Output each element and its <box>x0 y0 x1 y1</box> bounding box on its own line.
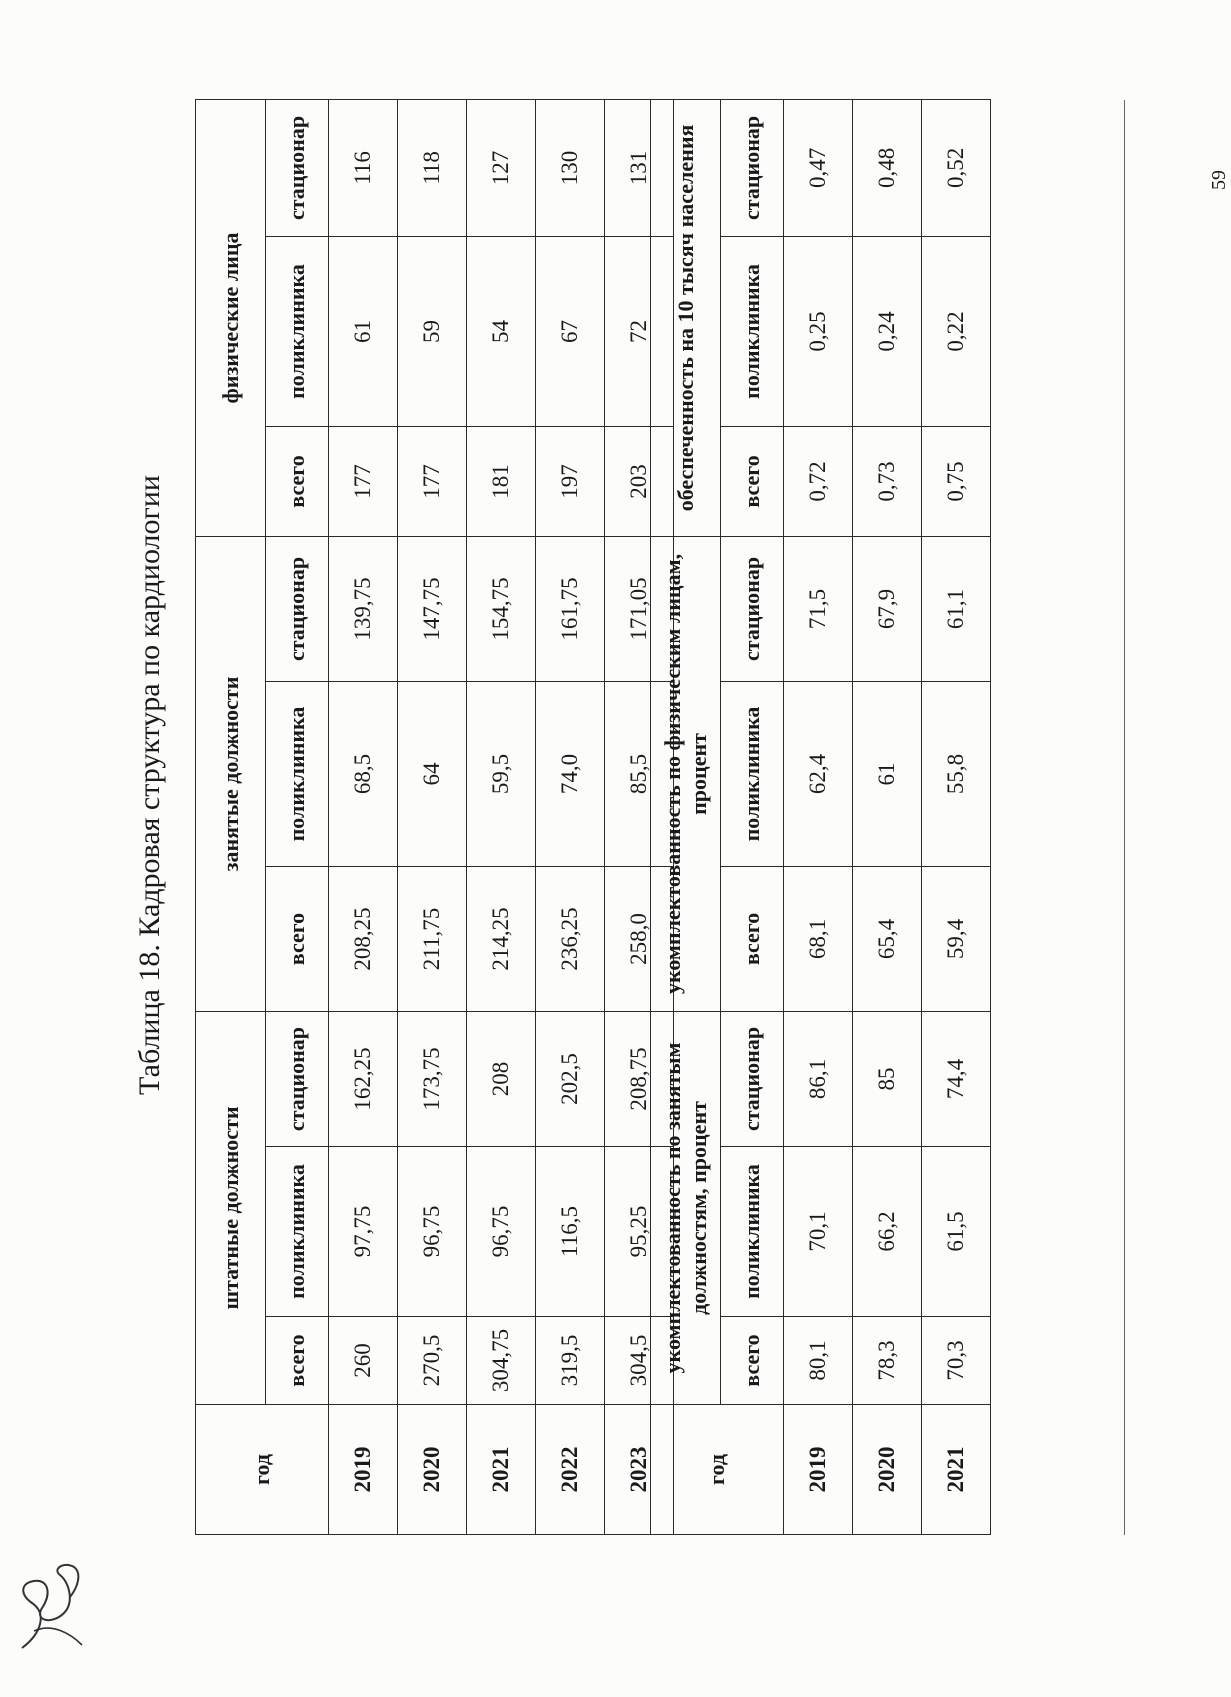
year-cell: 2020 <box>398 1405 467 1535</box>
page-number: 59 <box>1208 170 1230 190</box>
value-cell: 161,75 <box>536 536 605 681</box>
subheader: поликлиника <box>266 236 329 426</box>
value-cell: 85,5 <box>605 682 674 867</box>
table-body <box>329 99 674 1534</box>
value-cell: 116,5 <box>536 1147 605 1317</box>
value-cell: 0,75 <box>922 426 991 536</box>
group-header: физические лица <box>196 99 266 536</box>
value-cell: 0,72 <box>784 426 853 536</box>
value-cell: 0,22 <box>922 236 991 426</box>
value-cell: 72 <box>605 236 674 426</box>
value-cell: 147,75 <box>398 536 467 681</box>
page-edge-line <box>1124 100 1125 1535</box>
subheader: всего <box>266 1317 329 1405</box>
value-cell: 0,24 <box>853 236 922 426</box>
value-cell: 68,1 <box>784 866 853 1011</box>
value-cell: 74,4 <box>922 1011 991 1146</box>
rotated-landscape-content <box>120 35 1230 1535</box>
table-row <box>398 99 467 1534</box>
group-header: занятые должности <box>196 536 266 1011</box>
value-cell: 97,75 <box>329 1147 398 1317</box>
subheader: всего <box>266 426 329 536</box>
value-cell: 203 <box>605 426 674 536</box>
value-cell: 0,47 <box>784 99 853 236</box>
subheader: всего <box>721 866 784 1011</box>
value-cell: 68,5 <box>329 682 398 867</box>
value-cell: 116 <box>329 99 398 236</box>
value-cell: 78,3 <box>853 1317 922 1405</box>
value-cell: 54 <box>467 236 536 426</box>
value-cell: 270,5 <box>398 1317 467 1405</box>
value-cell: 214,25 <box>467 867 536 1012</box>
group-header: штатные должности <box>196 1012 266 1405</box>
group-header: укомплектованность по физическим лицам, процент <box>651 536 721 1011</box>
value-cell: 85 <box>853 1011 922 1146</box>
subheader: стационар <box>266 1012 329 1147</box>
value-cell: 208,75 <box>605 1012 674 1147</box>
year-header: год <box>196 1405 329 1535</box>
subheader: поликлиника <box>266 682 329 867</box>
value-cell: 171,05 <box>605 536 674 681</box>
value-cell: 59 <box>398 236 467 426</box>
value-cell: 61,1 <box>922 536 991 681</box>
table-row <box>467 99 536 1534</box>
value-cell: 154,75 <box>467 536 536 681</box>
subheader: всего <box>721 1317 784 1405</box>
table-row <box>784 99 853 1534</box>
value-cell: 74,0 <box>536 682 605 867</box>
subheader: стационар <box>266 99 329 236</box>
value-cell: 96,75 <box>398 1147 467 1317</box>
value-cell: 70,1 <box>784 1147 853 1317</box>
table-row <box>329 99 398 1534</box>
table-title: Таблица 18. Кадровая структура по кардиологии <box>133 475 166 1095</box>
value-cell: 131 <box>605 99 674 236</box>
value-cell: 181 <box>467 426 536 536</box>
year-cell: 2021 <box>922 1405 991 1535</box>
value-cell: 59,5 <box>467 682 536 867</box>
value-cell: 71,5 <box>784 536 853 681</box>
value-cell: 211,75 <box>398 867 467 1012</box>
value-cell: 61 <box>853 681 922 866</box>
year-header: год <box>651 1405 784 1535</box>
value-cell: 67,9 <box>853 536 922 681</box>
value-cell: 59,4 <box>922 866 991 1011</box>
year-cell: 2019 <box>784 1405 853 1535</box>
value-cell: 95,25 <box>605 1147 674 1317</box>
value-cell: 304,5 <box>605 1317 674 1405</box>
value-cell: 319,5 <box>536 1317 605 1405</box>
value-cell: 260 <box>329 1317 398 1405</box>
table-row <box>922 99 991 1534</box>
year-cell: 2020 <box>853 1405 922 1535</box>
subheader: стационар <box>721 99 784 236</box>
subheader: поликлиника <box>721 1147 784 1317</box>
value-cell: 62,4 <box>784 681 853 866</box>
value-cell: 67 <box>536 236 605 426</box>
value-cell: 0,48 <box>853 99 922 236</box>
staffing-table-2 <box>650 99 991 1535</box>
value-cell: 0,25 <box>784 236 853 426</box>
year-cell: 2019 <box>329 1405 398 1535</box>
value-cell: 65,4 <box>853 866 922 1011</box>
value-cell: 304,75 <box>467 1317 536 1405</box>
staffing-table-1 <box>195 99 674 1535</box>
group-header: обеспеченность на 10 тысяч населения <box>651 99 721 536</box>
year-cell: 2021 <box>467 1405 536 1535</box>
value-cell: 55,8 <box>922 681 991 866</box>
subheader: стационар <box>721 536 784 681</box>
value-cell: 197 <box>536 426 605 536</box>
value-cell: 130 <box>536 99 605 236</box>
value-cell: 66,2 <box>853 1147 922 1317</box>
value-cell: 127 <box>467 99 536 236</box>
value-cell: 70,3 <box>922 1317 991 1405</box>
subheader: поликлиника <box>721 681 784 866</box>
value-cell: 162,25 <box>329 1012 398 1147</box>
group-header: укомплектованность по занятым должностям, процент <box>651 1011 721 1404</box>
value-cell: 208 <box>467 1012 536 1147</box>
value-cell: 177 <box>329 426 398 536</box>
value-cell: 96,75 <box>467 1147 536 1317</box>
value-cell: 173,75 <box>398 1012 467 1147</box>
value-cell: 64 <box>398 682 467 867</box>
subheader: поликлиника <box>721 236 784 426</box>
year-cell: 2023 <box>605 1405 674 1535</box>
subheader: всего <box>721 426 784 536</box>
value-cell: 0,73 <box>853 426 922 536</box>
value-cell: 177 <box>398 426 467 536</box>
value-cell: 61 <box>329 236 398 426</box>
value-cell: 236,25 <box>536 867 605 1012</box>
table-body <box>784 99 991 1534</box>
subheader: всего <box>266 867 329 1012</box>
signature-mark <box>12 1553 90 1658</box>
value-cell: 258,0 <box>605 867 674 1012</box>
table-row <box>536 99 605 1534</box>
year-cell: 2022 <box>536 1405 605 1535</box>
value-cell: 86,1 <box>784 1011 853 1146</box>
value-cell: 202,5 <box>536 1012 605 1147</box>
value-cell: 0,52 <box>922 99 991 236</box>
value-cell: 139,75 <box>329 536 398 681</box>
subheader: стационар <box>721 1011 784 1146</box>
value-cell: 61,5 <box>922 1147 991 1317</box>
subheader: поликлиника <box>266 1147 329 1317</box>
subheader: стационар <box>266 536 329 681</box>
table-row <box>853 99 922 1534</box>
value-cell: 80,1 <box>784 1317 853 1405</box>
value-cell: 208,25 <box>329 867 398 1012</box>
value-cell: 118 <box>398 99 467 236</box>
